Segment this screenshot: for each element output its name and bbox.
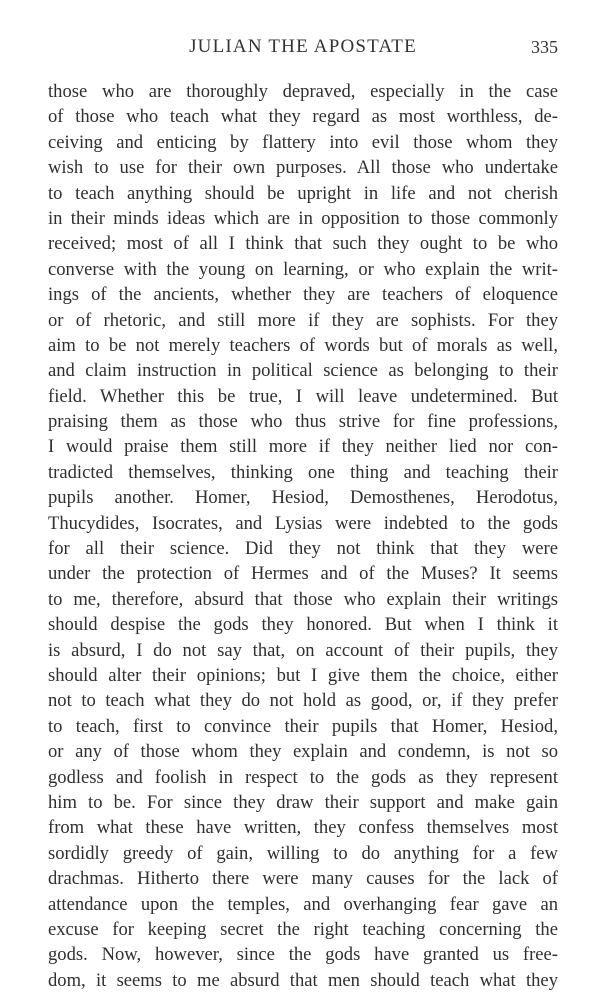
text-line: aim to be not merely teachers of words but of morals as well, — [48, 334, 558, 356]
text-line: for all their science. Did they not think that they were — [48, 538, 558, 560]
text-line: excuse for keeping secret the right teaching concerning the — [48, 918, 558, 940]
text-line: those who are thoroughly depraved, especially in the case — [48, 81, 558, 102]
text-line: of those who teach what they regard as most worthless, de- — [48, 106, 558, 128]
text-line: converse with the young on learning, or who explain the writ- — [48, 258, 558, 280]
text-line: or any of those whom they explain and condemn, is not so — [48, 741, 558, 763]
text-line: drachmas. Hitherto there were many causes for the lack of — [48, 868, 558, 890]
text-line: to teach, first to convince their pupils that Homer, Hesiod, — [48, 715, 558, 737]
text-line: Thucydides, Isocrates, and Lysias were indebted to the gods — [48, 512, 558, 534]
text-line: under the protection of Hermes and of the Muses? It seems — [48, 563, 558, 585]
page-number: 335 — [531, 37, 558, 57]
text-line: pupils another. Homer, Hesiod, Demosthenes, Herodotus, — [48, 487, 558, 509]
text-line: ings of the ancients, whether they are teachers of eloquence — [48, 284, 558, 306]
text-line: praising them as those who thus strive for fine professions, — [48, 411, 558, 433]
text-line: godless and foolish in respect to the gods as they represent — [48, 766, 558, 788]
text-line: should despise the gods they honored. But when I think it — [48, 614, 558, 636]
text-line: him to be. For since they draw their support and make gain — [48, 791, 558, 813]
text-line: tradicted themselves, thinking one thing and teaching their — [48, 461, 558, 483]
text-line: I would praise them still more if they neither lied nor con- — [48, 436, 558, 458]
text-line: field. Whether this be true, I will leave undetermined. But — [48, 385, 558, 407]
text-line: and claim instruction in political science as belonging to their — [48, 360, 558, 382]
text-line: should alter their opinions; but I give them the choice, either — [48, 664, 558, 686]
text-line: or of rhetoric, and still more if they are sophists. For they — [48, 309, 558, 331]
text-line: is absurd, I do not say that, on account of their pupils, they — [48, 639, 558, 661]
text-line: dom, it seems to me absurd that men should teach what they — [48, 969, 558, 991]
running-title: JULIAN THE APOSTATE — [189, 36, 417, 57]
text-line: sordidly greedy of gain, willing to do anything for a few — [48, 842, 558, 864]
text-line: attendance upon the temples, and overhanging fear gave an — [48, 893, 558, 915]
text-line: to teach anything should be upright in life and not cherish — [48, 182, 558, 204]
body-text — [48, 79, 558, 993]
text-line: ceiving and enticing by flattery into evil those whom they — [48, 131, 558, 153]
text-line: wish to use for their own purposes. All those who undertake — [48, 157, 558, 179]
text-line: gods. Now, however, since the gods have granted us free- — [48, 944, 558, 966]
text-line: to me, therefore, absurd that those who explain their writings — [48, 588, 558, 610]
text-line: in their minds ideas which are in opposition to those commonly — [48, 207, 558, 229]
text-line: not to teach what they do not hold as good, or, if they prefer — [48, 690, 558, 712]
text-line: received; most of all I think that such they ought to be who — [48, 233, 558, 255]
text-line: from what these have written, they confess themselves most — [48, 817, 558, 839]
running-head — [48, 36, 558, 64]
